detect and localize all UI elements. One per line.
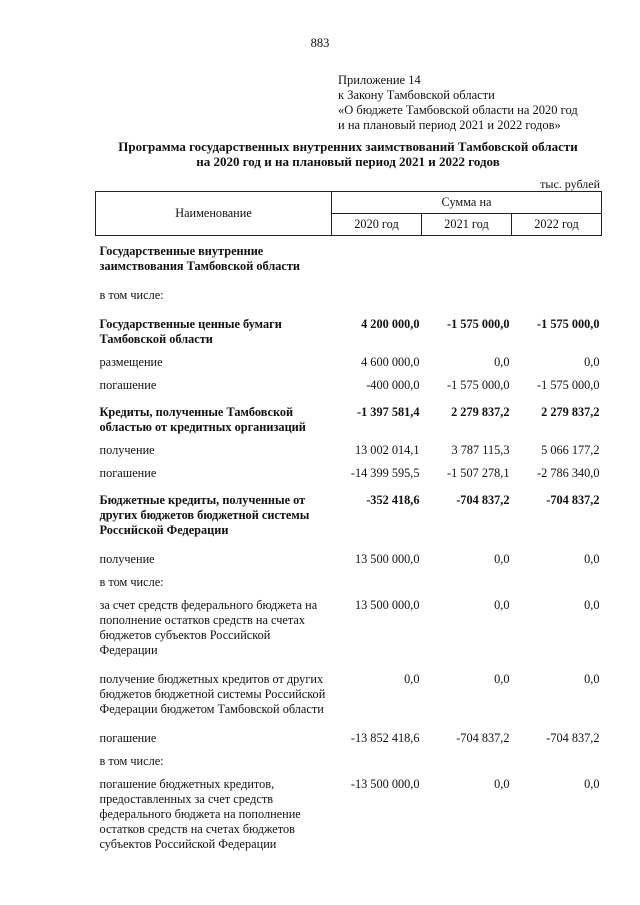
table-row	[96, 458, 602, 481]
annex-block	[338, 73, 578, 133]
value-cell-2021: 2 279 837,2	[451, 405, 510, 419]
value-cell-2021	[422, 236, 512, 275]
value-cell-2021: 0,0	[494, 355, 510, 369]
value-cell-2021: -1 507 278,1	[446, 466, 510, 480]
value-cell-2022: -704 837,2	[546, 493, 600, 507]
table-row	[96, 769, 602, 852]
value-cell-2020: 13 002 014,1	[354, 443, 420, 457]
column-header-year: 2022 год	[512, 214, 602, 236]
value-cell-2022: 0,0	[584, 672, 600, 686]
row-name-cell: получение	[99, 552, 155, 566]
row-name-cell: погашение	[99, 378, 157, 392]
row-name-cell: Государственные внутренние заимствования Тамбовской области	[99, 244, 300, 273]
table-row	[96, 717, 602, 746]
value-cell-2021: 0,0	[494, 672, 510, 686]
column-header-year: 2021 год	[422, 214, 512, 236]
value-cell-2020	[332, 746, 422, 769]
row-name-cell: погашение бюджетных кредитов, предоставленных за счет средств федерального бюджета на пополнение остатков средств на счетах бюджетов субъектов Российской Федерации	[99, 777, 301, 851]
value-cell-2020: -13 852 418,6	[350, 731, 420, 745]
table-row	[96, 481, 602, 538]
value-cell-2020: -1 397 581,4	[356, 405, 420, 419]
value-cell-2022	[512, 567, 602, 590]
value-cell-2021	[422, 746, 512, 769]
value-cell-2022: 5 066 177,2	[541, 443, 600, 457]
value-cell-2022: -1 575 000,0	[537, 317, 600, 331]
value-cell-2020	[332, 274, 422, 303]
table-row	[96, 393, 602, 435]
value-cell-2021: 0,0	[494, 552, 510, 566]
value-cell-2021: -704 837,2	[456, 493, 510, 507]
value-cell-2020	[332, 236, 422, 275]
value-cell-2021: -1 575 000,0	[446, 317, 510, 331]
table-row	[96, 658, 602, 717]
value-cell-2021	[422, 567, 512, 590]
row-name-cell: за счет средств федерального бюджета на пополнение остатков средств на счетах бюджетов субъектов Российской Федерации	[99, 598, 318, 657]
table-row	[96, 538, 602, 567]
value-cell-2022: -1 575 000,0	[537, 378, 600, 392]
annex-line: к Закону Тамбовской области	[338, 88, 495, 102]
value-cell-2022: -704 837,2	[546, 731, 600, 745]
value-cell-2022: 2 279 837,2	[541, 405, 600, 419]
row-name-cell: Бюджетные кредиты, полученные от других бюджетов бюджетной системы Российской Федерации	[99, 493, 310, 537]
value-cell-2020: -400 000,0	[366, 378, 420, 392]
value-cell-2022: 0,0	[584, 598, 600, 612]
value-cell-2020: 4 600 000,0	[361, 355, 420, 369]
row-name-cell: получение	[99, 443, 155, 457]
title-line: Программа государственных внутренних заимствований Тамбовской области	[118, 139, 578, 154]
value-cell-2022	[512, 236, 602, 275]
annex-line: Приложение 14	[338, 73, 421, 87]
value-cell-2022: 0,0	[584, 777, 600, 791]
title-line: на 2020 год и на плановый период 2021 и 2022 годов	[196, 154, 500, 169]
borrowing-program-table	[95, 191, 602, 852]
column-header-year: 2020 год	[332, 214, 422, 236]
row-name-cell: размещение	[99, 355, 163, 369]
value-cell-2020: 4 200 000,0	[361, 317, 420, 331]
value-cell-2021: 3 787 115,3	[451, 443, 510, 457]
value-cell-2020: -352 418,6	[366, 493, 420, 507]
value-cell-2021: -1 575 000,0	[446, 378, 510, 392]
value-cell-2021: 0,0	[494, 598, 510, 612]
value-cell-2022	[512, 274, 602, 303]
value-cell-2022: 0,0	[584, 552, 600, 566]
table-row	[96, 236, 602, 275]
value-cell-2022: -2 786 340,0	[537, 466, 600, 480]
table-row	[96, 435, 602, 458]
table-row	[96, 274, 602, 303]
value-cell-2020: 13 500 000,0	[354, 598, 420, 612]
value-cell-2020: -14 399 595,5	[350, 466, 420, 480]
value-cell-2020: 0,0	[404, 672, 420, 686]
page-number: 883	[310, 36, 330, 50]
table-row	[96, 303, 602, 347]
table-header	[96, 192, 602, 236]
value-cell-2020: 13 500 000,0	[354, 552, 420, 566]
document-title	[60, 139, 636, 169]
row-name-cell: в том числе:	[99, 288, 164, 302]
row-name-cell: получение бюджетных кредитов от других бюджетов бюджетной системы Российской Федерации бюджетом Тамбовской области	[99, 672, 326, 716]
annex-line: «О бюджете Тамбовской области на 2020 год	[338, 103, 578, 117]
value-cell-2021: -704 837,2	[456, 731, 510, 745]
table-row	[96, 347, 602, 370]
table-row	[96, 567, 602, 590]
row-name-cell: в том числе:	[99, 575, 164, 589]
table-row	[96, 590, 602, 658]
table-row	[96, 370, 602, 393]
annex-line: и на плановый период 2021 и 2022 годов»	[338, 118, 561, 132]
row-name-cell: в том числе:	[99, 754, 164, 768]
value-cell-2020	[332, 567, 422, 590]
table-body	[96, 236, 602, 853]
table-row	[96, 746, 602, 769]
value-cell-2022: 0,0	[584, 355, 600, 369]
column-header-sum: Сумма на	[332, 192, 602, 214]
value-cell-2022	[512, 746, 602, 769]
value-cell-2021	[422, 274, 512, 303]
value-cell-2021: 0,0	[494, 777, 510, 791]
column-header-name: Наименование	[96, 192, 332, 236]
row-name-cell: погашение	[99, 731, 157, 745]
row-name-cell: Государственные ценные бумаги Тамбовской области	[99, 317, 282, 346]
row-name-cell: погашение	[99, 466, 157, 480]
units-label: тыс. рублей	[540, 177, 600, 191]
row-name-cell: Кредиты, полученные Тамбовской областью от кредитных организаций	[99, 405, 306, 434]
value-cell-2020: -13 500 000,0	[350, 777, 420, 791]
